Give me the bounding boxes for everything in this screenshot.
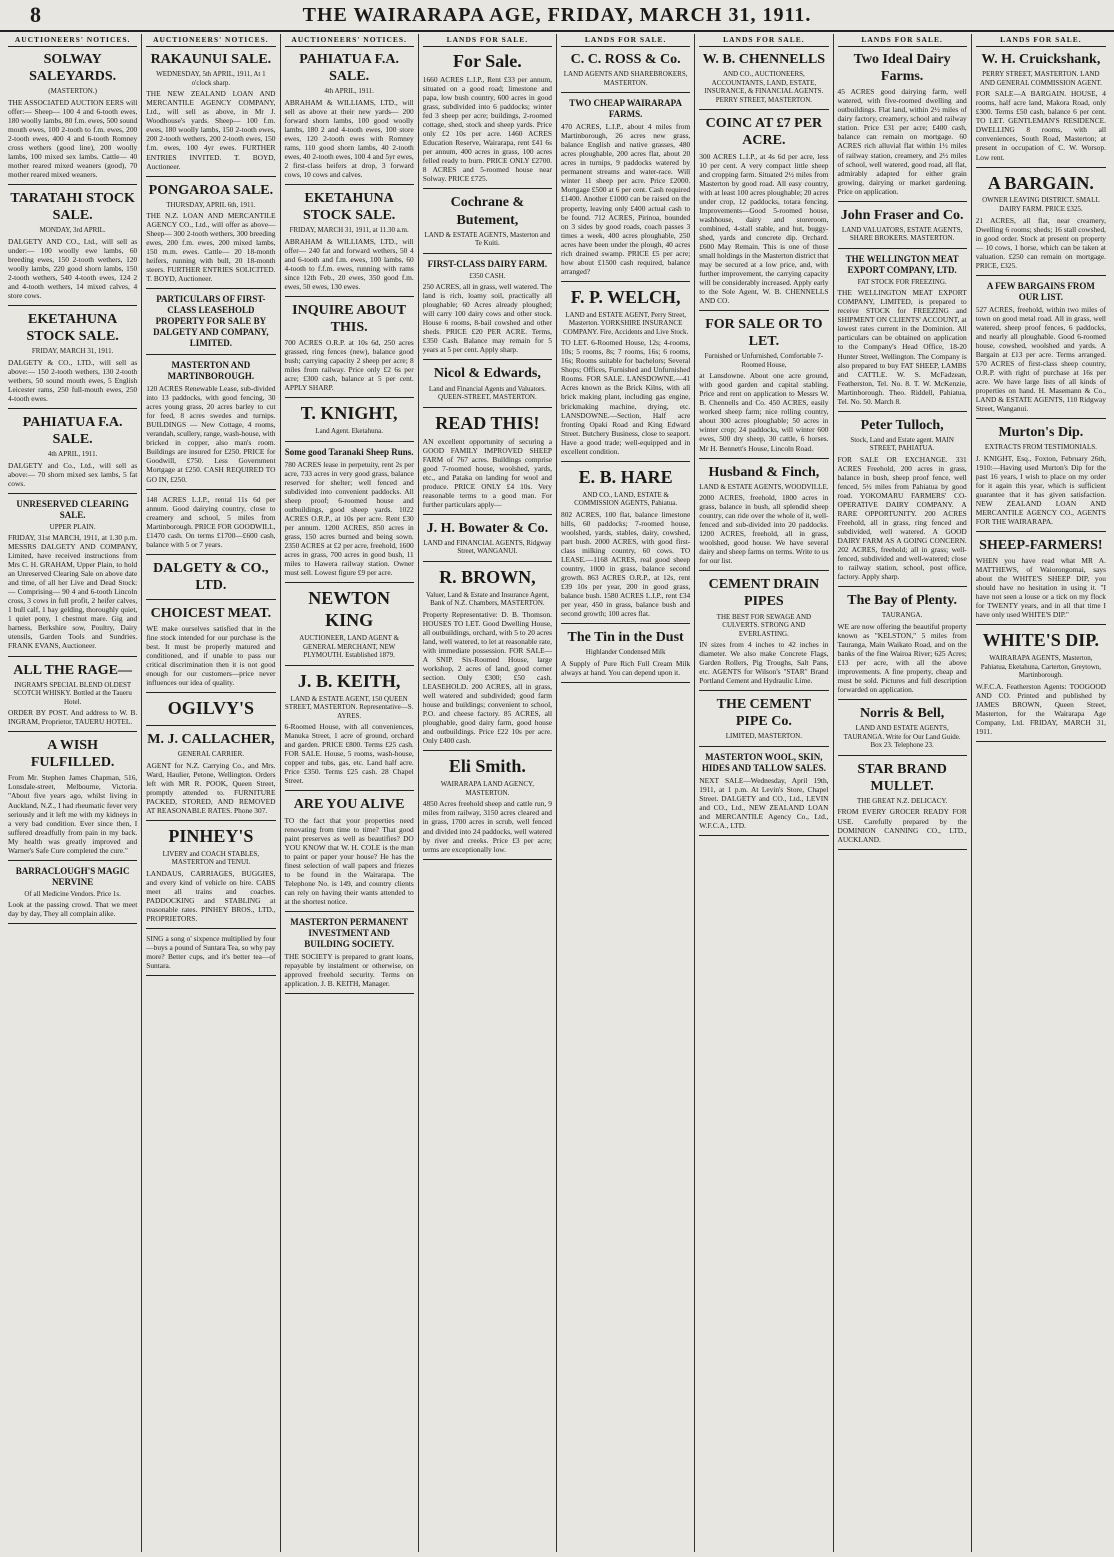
divider bbox=[838, 755, 967, 756]
ad-heading: J. B. KEITH, bbox=[297, 670, 401, 691]
ad-heading: FIRST-CLASS DAIRY FARM. bbox=[427, 258, 548, 269]
advertisement bbox=[146, 182, 275, 284]
ad-heading: E. B. HARE bbox=[578, 466, 673, 487]
ad-body: THE NEW ZEALAND LOAN AND MERCANTILE AGENCY COMPANY, Ltd., will sell as above, in Mr J. Woodhouse's yards. Sheep— 100 f.m. ewes, 180 woolly lambs, 150 2-tooth ewes, 200 2-tooth wethers, 200 2-tooth ewes, 150 f.m. ewes, 100 4yr ewes. FURTHER ENTRIES INVITED. T. BOYD, Auctioneer. bbox=[146, 89, 276, 171]
ad-heading: Nicol & Edwards, bbox=[433, 366, 541, 382]
advertisement bbox=[699, 752, 828, 830]
ad-body: 2000 ACRES, freehold, 1800 acres in grass, balance in bush, all splendid sheep country, can ride over the whole of it, well-fenced and sub-divided into 20 paddocks. 1200 ACRES, freehold, all in grass, woolshed, good house. We have several dairy and sheep farms on terms. Write to us for our list. bbox=[699, 493, 829, 566]
column-header: LANDS FOR SALE. bbox=[423, 34, 552, 47]
divider bbox=[423, 561, 552, 562]
ad-body: THE SOCIETY is prepared to grant loans, repayable by instalment or otherwise, on approved freehold security. Terms on application. J. B. KEITH, Manager. bbox=[284, 951, 414, 988]
column-header: LANDS FOR SALE. bbox=[699, 34, 828, 47]
ad-body: FRIDAY, 31st MARCH, 1911, at 1.30 p.m. MESSRS DALGETY AND COMPANY, Limited, have received instructions from Mrs C. H. GRAHAM, Upper Plain, to hold an Unreserved Clearing Sale on above date and time, of all her Live and Dead Stock:— Comprising— 90 4 and 6-tooth Lincoln cross, 3 cows in full profit, 2 heifer calves, 1 bull calf, 1 bay gelding, thoroughly quiet, 1 quiet pony, 1 chestnut mare. Gig and harness, Berkshire sow, Poultry, Dairy utensils, Garden Tools and Sundries. FRANK EVANS, Auctioneer. bbox=[8, 533, 138, 651]
divider bbox=[561, 461, 690, 462]
ad-body: ORDER BY POST. And address to W. B. INGRAM, Proprietor, TAUERU HOTEL. bbox=[8, 708, 138, 727]
divider bbox=[838, 586, 967, 587]
ad-heading: TARATAHI STOCK SALE. bbox=[10, 191, 135, 224]
ad-heading: C. C. ROSS & Co. bbox=[570, 52, 681, 68]
ad-body: 45 ACRES good dairying farm, well watered, with five-roomed dwelling and outbuildings. Flat land, within 2½ miles of dairy factory, creamery, school and railway station. Price £31 per acre; £400 cash, balance can remain on mortgage. 60 ACRES rich alluvial flat within 1½ miles of railway station, creamery, and 2½ miles of school, well watered, good road, all flat, admirably adapted for either grain growing, dairying or market gardening. Price on application. bbox=[837, 87, 967, 196]
ad-heading: Eli Smith. bbox=[448, 756, 526, 777]
column-3 bbox=[281, 34, 419, 1552]
column-4 bbox=[419, 34, 557, 1552]
ad-heading: STAR BRAND MULLET. bbox=[857, 761, 947, 794]
ad-heading: PAHIATUA F.A. SALE. bbox=[299, 52, 399, 85]
divider bbox=[285, 790, 414, 791]
ad-subheading: WAIRARAPA AGENTS, Masterton, Pahiatua, Eketahuna, Carterton, Greytown, Martinborough. bbox=[980, 654, 1102, 680]
divider bbox=[423, 514, 552, 515]
advertisement bbox=[423, 413, 552, 509]
advertisement bbox=[8, 414, 137, 488]
ad-body: 250 ACRES, all in grass, well watered. The land is rich, loamy soil, practically all ploughable; 60 Acres already ploughed; will carry 100 dairy cows and other stock. House 6 rooms, 8-bail cowshed and other sheds. PRICE £20 PER ACRE. Terms, £350 Cash. Balance may remain for 5 years at 5 per cent. Apply sharp. bbox=[422, 282, 552, 355]
advertisement bbox=[838, 417, 967, 582]
divider bbox=[976, 275, 1106, 276]
ad-heading: SHEEP-FARMERS! bbox=[979, 537, 1103, 553]
divider bbox=[561, 281, 690, 282]
ad-subheading: AUCTIONEER, LAND AGENT & GENERAL MERCHANT, NEW PLYMOUTH. Established 1879. bbox=[299, 634, 400, 660]
ad-body: AN excellent opportunity of securing a GOOD FAMILY IMPROVED SHEEP FARM of 767 acres. Buildings comprise good 7-roomed house, woolshed, yards, etc., and Pataka on landing for wool and produce. PRICE ONLY £4 10s. Very reasonable terms to a good man. For further particulars apply— bbox=[422, 436, 552, 509]
ad-subheading: 4th APRIL, 1911. bbox=[324, 87, 374, 96]
ad-subheading: TAURANGA. bbox=[881, 611, 923, 620]
advertisement bbox=[423, 51, 552, 183]
advertisement bbox=[146, 698, 275, 720]
column-header: AUCTIONEERS' NOTICES. bbox=[146, 34, 275, 47]
ad-heading: NEWTON KING bbox=[308, 588, 390, 631]
ad-heading: MASTERTON WOOL, SKIN, HIDES AND TALLOW SALES. bbox=[701, 751, 826, 773]
ad-body: 148 ACRES L.I.P., rental 11s 6d per annum. Good dairying country, close to creamery and school, 5 miles from Martinborough. PRICE FOR GOODWILL, £1470 cash. On terms £1700—£600 cash, balance with 5 or 7 years. bbox=[146, 494, 276, 549]
ad-heading: ARE YOU ALIVE bbox=[293, 797, 405, 813]
ad-body: 300 ACRES L.I.P., at 4s 6d per acre, less 10 per cent. A very compact little sheep and cropping farm. Situated 2½ miles from Masterton by good road. All easy country, with at least 100 acres ploughable; 20 acres under crop, 12 paddocks, totara fencing. Improvements—Good 5-roomed house, washhouse, dairy and storeroom, combined, 4-stall stable, and hut, buggy-shed, yards and concrete dip. Orchard. £600 May Remain. This is one of those small holdings in the Masterton district that may be secured at a low price, and, with further improvement, the carrying capacity will be considerably increased. Apply early to the Sole Agent, W. B. CHENNELLS AND CO. bbox=[699, 151, 829, 305]
ad-heading: W. H. Cruickshank, bbox=[981, 52, 1101, 68]
advertisement bbox=[285, 190, 414, 291]
ad-body: A Supply of Pure Rich Full Cream Milk always at hand. You can depend upon it. bbox=[561, 658, 691, 677]
advertisement bbox=[285, 403, 414, 435]
ad-subheading: Valuer, Land & Estate and Insurance Agent, Bank of N.Z. Chambers, MASTERTON. bbox=[425, 590, 549, 608]
advertisement bbox=[8, 662, 137, 727]
advertisement bbox=[423, 756, 552, 853]
divider bbox=[838, 411, 967, 412]
ad-heading: John Fraser and Co. bbox=[840, 207, 964, 223]
advertisement bbox=[423, 520, 552, 556]
divider bbox=[285, 582, 414, 583]
advertisement bbox=[285, 447, 414, 577]
ad-subheading: LAND & ESTATE AGENTS, Masterton and Te Kuiti. bbox=[424, 230, 551, 248]
divider bbox=[8, 408, 137, 409]
ad-heading: COINC AT £7 PER ACRE. bbox=[705, 116, 823, 149]
ad-heading: MASTERTON PERMANENT INVESTMENT AND BUILDING SOCIETY. bbox=[290, 916, 409, 949]
ad-body: ABRAHAM & WILLIAMS, LTD., will sell as above at their new yards— 200 forward shorn lambs, 100 good woolly lambs, 180 2 and 4-tooth ewes, 100 store ewes, 120 2-tooth ewes with Romney rams, 110 good shorn lambs, 40 2-tooth ewes, 40 2-tooth ewes, 100 4 and 5yr ewes, 2 first-class heifers at drop, 3 forward cows, 10 cows and calves. bbox=[284, 97, 414, 180]
ad-heading: MASTERTON AND MARTINBOROUGH. bbox=[167, 360, 255, 382]
divider bbox=[8, 184, 137, 185]
advertisement bbox=[976, 424, 1106, 526]
divider bbox=[285, 397, 414, 398]
divider bbox=[976, 624, 1106, 625]
divider bbox=[146, 554, 275, 555]
advertisement bbox=[146, 826, 275, 923]
advertisement bbox=[8, 866, 137, 919]
ad-body: TO LET. 6-Roomed House, 12s; 4-rooms, 10s; 5 rooms, 8s; 7 rooms, 16s; 6 rooms, 16s; Rooms suitable for bachelors; Several Shops; Offices, Furnished and Unfurnished Rooms. FOR SALE. LANSDOWNE.—41 Acres known as the Brick Kilns, with all brick making plant, including gas engine, brickmaking machine, drying, etc. LANSDOWNE.—Section, Half acre fronting Opaki Road and King Edward Street. Butchery Business, close to seaport. Have a good trade; well-equipped and in excellent condition. bbox=[561, 338, 691, 456]
divider bbox=[976, 418, 1106, 419]
ad-heading: READ THIS! bbox=[435, 412, 540, 433]
ad-subheading: LIMITED, MASTERTON. bbox=[725, 732, 802, 741]
divider bbox=[146, 288, 275, 289]
divider bbox=[146, 975, 275, 976]
ad-heading: The Tin in the Dust bbox=[567, 630, 684, 646]
ad-heading: DALGETY & CO., LTD. bbox=[153, 560, 269, 593]
ad-body: DALGETY AND CO., Ltd., will sell as under:— 100 woolly ewe lambs, 60 breeding ewes, 150 2-tooth wethers, 120 woolly lambs, 220 good shorn lambs, 150 2-tooth wethers, 540 4-tooth ewes, 124 2 and 4-tooth wethers, 14 mixed calves, 4 store cows. bbox=[8, 236, 138, 300]
ad-body: WE make ourselves satisfied that in the fine stock intended for our purchase is the best. It must be properly matured and conditioned, and if unable to pass our critical discrimination then it is not good enough for our customers—price never influences our idea of quality. bbox=[146, 623, 276, 688]
divider bbox=[699, 690, 828, 691]
column-8 bbox=[972, 34, 1110, 1552]
ad-subheading: Furnished or Unfurnished, Comfortable 7-Roomed House, bbox=[704, 352, 824, 369]
divider bbox=[423, 188, 552, 189]
ad-heading: A FEW BARGAINS FROM OUR LIST. bbox=[986, 280, 1095, 302]
ad-heading: EKETAHUNA STOCK SALE. bbox=[302, 191, 396, 224]
column-header: LANDS FOR SALE. bbox=[561, 34, 690, 47]
ad-heading: PONGAROA SALE. bbox=[148, 182, 274, 198]
ad-body: SING a song o' sixpence multiplied by four—buys a pound of Suntara Tea, so why pay more? Better cups, and it's better tea—of Suntara. bbox=[146, 934, 276, 971]
divider bbox=[423, 859, 552, 860]
divider bbox=[561, 92, 690, 93]
advertisement bbox=[976, 173, 1106, 270]
ad-heading: THE WELLINGTON MEAT EXPORT COMPANY, LTD. bbox=[845, 253, 959, 275]
advertisement bbox=[285, 917, 414, 988]
ad-heading: The Bay of Plenty. bbox=[847, 593, 957, 609]
divider bbox=[285, 993, 414, 994]
advertisement bbox=[838, 705, 967, 750]
column-2 bbox=[142, 34, 280, 1552]
ad-subheading: Stock, Land and Estate agent. MAIN STREET, PAHIATUA. bbox=[850, 435, 954, 453]
advertisement bbox=[423, 365, 552, 401]
divider bbox=[423, 750, 552, 751]
advertisement bbox=[146, 51, 275, 170]
divider bbox=[146, 692, 275, 693]
ad-subheading: FRIDAY, MARCH 31, 1911. bbox=[31, 347, 114, 356]
divider bbox=[699, 458, 828, 459]
divider bbox=[146, 599, 275, 600]
divider bbox=[423, 407, 552, 408]
ad-subheading: LAND VALUATORS, ESTATE AGENTS, SHARE BROKERS. MASTERTON. bbox=[841, 225, 963, 243]
divider bbox=[838, 849, 967, 850]
ad-subheading: LAND AND ESTATE AGENTS, TAURANGA. Write for Our Land Guide. Box 23. Telephone 23. bbox=[843, 724, 961, 750]
ad-body: at Lansdowne. About one acre ground, with good garden and capital stabling. Price and rent on application to Messrs W. B. Chennells and Co. 450 ACRES, easily worked sheep farm; nice rolling country, about 300 acres ploughable; 50 acres in winter crop; 24 paddocks, will winter 600 ewes, 500 dry sheep, 30 cattle, 6 horses. Mr H. Bennett's House, Lincoln Road. bbox=[699, 371, 829, 453]
ad-body: 527 ACRES, freehold, within two miles of town on good metal road. All in grass, well watered, sheep proof fences, 6 paddocks, and nearly all ploughable. Good 6-roomed house, cowshed, woolshed and yards. A Bargain at £13 per acre. Terms arranged. 570 ACRES of first-class sheep country, O.R.P. with right of purchase at 16s per acre. We have large lists of all kinds of properties on hand. H. Masemann & Co., LAND & ESTATE AGENTS, 110 Ridgway Street, Wanganui. bbox=[975, 304, 1106, 414]
ad-body: WE are now offering the beautiful property known as "KELSTON," 5 miles from Tauranga, Main Waikato Road, and on the banks of the fine Wairoa River; 625 Acres; £13 per acre, with all the above improvements. A fine property, cheap and must be sold. Pictures and full description forwarded on application. bbox=[837, 621, 967, 695]
ad-heading: T. KNIGHT, bbox=[300, 403, 398, 424]
advertisement bbox=[838, 207, 967, 243]
ad-body: TO the fact that your properties need renovating from time to time? That good paint preserves as well as beautifies? DO YOU KNOW that W. H. COLE is the man to paint or paper your house? He has the finest selection of wall papers and friezes to be found in the Wairarapa. The Telephone No. is 149, and country clients can rely on having their wants attended to at the shortest notice. bbox=[284, 815, 414, 906]
ad-subheading: LAND & ESTATE AGENT, 150 QUEEN STREET, MASTERTON. Representative—S. AYRES. bbox=[284, 694, 414, 720]
ad-heading: FOR SALE OR TO LET. bbox=[705, 317, 823, 350]
ad-heading: Peter Tulloch, bbox=[860, 417, 944, 433]
ad-subheading: GENERAL CARRIER. bbox=[177, 750, 244, 759]
ad-body: From Mr. Stephen James Chapman, 516, Lonsdale-street, Melbourne, Victoria. "About five years ago, whilst living in Auckland, N.Z., I had rheumatic fever very seriously and it left me with my kidneys in a very bad condition. Ever since then, I suffered dreadfully from pain in my back. My health was greatly improved and Warner's Safe Cure completed the cure." bbox=[8, 773, 138, 855]
ad-body: FROM EVERY GROCER READY FOR USE. Carefully prepared by the DOMINION CANNING CO., LTD., AUCKLAND. bbox=[837, 807, 967, 844]
ad-subheading: MONDAY, 3rd APRIL. bbox=[39, 226, 106, 235]
ad-heading: A BARGAIN. bbox=[987, 172, 1094, 193]
advertisement bbox=[423, 259, 552, 355]
ad-subheading: Land Agent. Eketahuna. bbox=[315, 427, 383, 436]
ad-subheading: AND CO., AUCTIONEERS, ACCOUNTANTS, LAND, ESTATE, INSURANCE, & FINANCIAL AGENTS. PERRY STREET, MASTERTON. bbox=[704, 70, 824, 104]
advertisement bbox=[976, 630, 1106, 736]
ad-body: W.F.C.A. Featherston Agents: TOOGOOD AND CO. Printed and published by JAMES BROWN, Queen Street, Masterton, for the Wairarapa Age Company, Ltd. FRIDAY, MARCH 31, 1911. bbox=[975, 681, 1106, 736]
divider bbox=[285, 296, 414, 297]
divider bbox=[699, 835, 828, 836]
ad-subheading: LAND and FINANCIAL AGENTS, Ridgway Street, WANGANUI. bbox=[423, 538, 552, 556]
column-header: LANDS FOR SALE. bbox=[838, 34, 967, 47]
ad-body: 21 ACRES, all flat, near creamery, Dwelling 6 rooms; sheds; 16 stall cowshed, in good order. Stock at present on property— 10 cows, 1 horse, which can be taken at valuation. £250 can remain on mortgage. PRICE, £325. bbox=[975, 215, 1106, 270]
advertisement bbox=[561, 629, 690, 677]
ad-heading: Some good Taranaki Sheep Runs. bbox=[284, 446, 414, 457]
advertisement bbox=[699, 51, 828, 104]
divider bbox=[423, 253, 552, 254]
ad-heading: PARTICULARS OF FIRST-CLASS LEASEHOLD PROPERTY FOR SALE BY DALGETY AND COMPANY, LIMITED. bbox=[153, 294, 269, 349]
ad-body: THE WELLINGTON MEAT EXPORT COMPANY, LIMITED, is prepared to receive STOCK for FREEZING and SHIPMENT ON CLIENTS' ACCOUNT, at lowest rates current in the Dominion. All particulars can be obtained on application to the Company's Head Office, 18-20 Hunter Street, Wellington. The Company is also prepared to buy FAT SHEEP, LAMBS and CATTLE. W. S. McFadzean, Featherston, Tel. No. 8. T. W. McKenzie, Martinborough. Theo. Riddell, Pahiatua, Tel. No. 50. March 8. bbox=[837, 288, 967, 406]
ad-subheading: Of all Medicine Vendors. Price 1s. bbox=[24, 889, 121, 898]
divider bbox=[976, 741, 1106, 742]
divider bbox=[146, 820, 275, 821]
ad-heading: Cochrane & Butement, bbox=[450, 195, 525, 228]
ad-body: 470 ACRES, L.I.P., about 4 miles from Martinborough, 26 acres new grass, balance English and native grasses, 480 acres ploughable, 200 acres flat, about 20 acres in turnips, 9 paddocks watered by permanent streams and water-race. Will winter 11 sheep per acre. Price £2000. Mortgage £500 at 6 per cent. Cash required £1400. Another £1000 can be raised on the property, leaving only £400 actual cash to be found. 712 ACRES, Pirinoa, bounded on 3 sides by good roads, coach passes 3 times a week, 400 acres ploughable, 250 acres have been under the plough, 40 acres rich drained swamp. PRICE £5 per acre; how about £1500 cash required, balance arranged? bbox=[561, 122, 691, 276]
ad-heading: W. B. CHENNELLS bbox=[702, 52, 826, 68]
advertisement bbox=[146, 934, 275, 970]
advertisement bbox=[699, 576, 828, 685]
divider bbox=[699, 109, 828, 110]
divider bbox=[146, 176, 275, 177]
ad-body: IN sizes from 4 inches to 42 inches in diameter. We also make Concrete Flags, Garden Rollers, Pig Troughs, Salt Pans, etc. AGENTS for Wilson's "STAR" Brand Portland Cement and Hydraulic Lime. bbox=[699, 640, 829, 686]
advertisement bbox=[423, 567, 552, 745]
ad-subheading: WEDNESDAY, 5th APRIL, 1911, At 1 o'clock sharp. bbox=[156, 70, 266, 87]
ad-body: AGENT for N.Z. Carrying Co., and Mrs. Ward, Haulier, Petone, Wellington. Orders left with MR R. POOK, Queen Street, promptly attended to. FURNITURE PACKED, STORED, AND REMOVED AT REASONABLE RATES. Phone 307. bbox=[146, 760, 276, 815]
divider bbox=[8, 656, 137, 657]
ad-heading: J. H. Bowater & Co. bbox=[426, 520, 549, 536]
ad-heading: Husband & Finch, bbox=[708, 464, 820, 480]
ad-subheading: PERRY STREET, MASTERTON. LAND AND GENERAL COMMISSION AGENT. bbox=[979, 70, 1102, 87]
ad-heading: THE CEMENT PIPE Co. bbox=[716, 697, 812, 730]
ad-heading: SOLWAY SALEYARDS. bbox=[29, 52, 117, 85]
ad-heading: CHOICEST MEAT. bbox=[150, 605, 272, 621]
ad-subheading: 4th APRIL, 1911. bbox=[47, 450, 98, 459]
advertisement bbox=[8, 51, 137, 179]
divider bbox=[699, 570, 828, 571]
advertisement bbox=[838, 254, 967, 406]
column-header: AUCTIONEERS' NOTICES. bbox=[8, 34, 137, 47]
ad-heading: A WISH FULFILLED. bbox=[30, 738, 115, 771]
page-number: 8 bbox=[30, 2, 41, 27]
ad-body: 1660 ACRES L.I.P., Rent £33 per annum, situated on a good road; limestone and papa, low bush country, 600 acres in good grass, subdivided into 6 paddocks; winter fed 3 sheep per acre; buildings, 2-roomed cottage, shed, stock and sheep yards. Price only £2 10s per acre. 1460 ACRES Education Reserve, Wairarapa, rent £41 6s per annum, 400 acres in grass, 100 acres felled ready to burn. PRICE ONLY £2700. 8 ACRES and 5-roomed house near Solway. PRICE £725. bbox=[422, 75, 552, 184]
ad-heading: Norris & Bell, bbox=[859, 706, 945, 722]
ad-body: FOR SALE—A BARGAIN. HOUSE, 4 rooms, half acre land, Makora Road, only £300. Terms £50 cash, balance 6 per cent. TO LET. GENTLEMAN'S RESIDENCE. DWELLING 8 rooms, with all conveniences, South Road, Masterton; at present in occupation of C. W. Worsop. Low rent. bbox=[975, 89, 1106, 162]
ad-subheading: £350 CASH. bbox=[469, 271, 506, 280]
ad-subheading: LAND and ESTATE AGENT, Perry Street, Masterton. YORKSHIRE INSURANCE COMPANY. Fire, Accidents and Live Stock. bbox=[563, 310, 689, 336]
advertisement bbox=[285, 796, 414, 905]
ad-subheading: LAND & ESTATE AGENTS, WOODVILLE. bbox=[699, 482, 829, 491]
ad-subheading: INGRAM'S SPECIAL BLEND OLDEST SCOTCH WHISKY. Bottled at the Taueru Hotel. bbox=[13, 680, 132, 706]
advertisement bbox=[146, 560, 275, 594]
ad-body: DALGETY and Co., Ltd., will sell as above:— 70 shorn mixed sex lambs, 5 fat cows. bbox=[8, 460, 138, 488]
advertisement bbox=[8, 737, 137, 854]
ad-subheading: (MASTERTON.) bbox=[48, 87, 97, 96]
ad-subheading: UPPER PLAIN. bbox=[49, 522, 96, 531]
ad-heading: OGILVY'S bbox=[167, 698, 255, 719]
advertisement bbox=[285, 302, 414, 392]
ad-heading: PAHIATUA F.A. SALE. bbox=[22, 414, 123, 447]
ad-heading: EKETAHUNA STOCK SALE. bbox=[26, 312, 119, 345]
advertisement bbox=[423, 194, 552, 247]
ad-body: DALGETY & CO., LTD., will sell as above:— 150 2-tooth wethers, 130 2-tooth wethers, 50 sound mouth ewes, 5 English Leicester rams, 250 full-mouth ewes, 250 4-tooth ewes. bbox=[8, 357, 138, 403]
ad-heading: R. BROWN, bbox=[439, 566, 536, 587]
advertisement bbox=[699, 464, 828, 566]
advertisement bbox=[285, 588, 414, 660]
ad-subheading: EXTRACTS FROM TESTIMONIALS. bbox=[984, 443, 1097, 452]
column-7 bbox=[834, 34, 972, 1552]
ad-body: FOR SALE OR EXCHANGE. 331 ACRES Freehold, 200 acres in grass, balance in bush, sheep proof fence, well fenced, 5½ miles from Pahiatua by good road. YOKOMARU FARMERS' CO-OPERATIVE DAIRY COMPANY. A RARE OPPORTUNITY. 200 ACRES Freehold, all in grass, ring fenced and subdivided, well watered. A GOOD DAIRY FARM AS A GOING CONCERN. 202 ACRES, freehold; all in grass; well-fenced, subdivided and well-watered; close to railway station, school, post office, factory. Apply sharp. bbox=[837, 454, 967, 582]
ad-heading: PINHEY'S bbox=[168, 825, 254, 846]
ad-heading: RAKAUNUI SALE. bbox=[150, 52, 272, 68]
advertisement bbox=[561, 51, 690, 87]
ad-body: 780 ACRES lease in perpetuity, rent 2s per acre, 733 acres in very good grass, balance reserved for shelter; well fenced and subdivided into convenient paddocks. All sheep proof; 6-roomed house and outbuildings, good sheep yards. 1022 ACRES O.R.P., at 10s per acre. Rent £30 per annum. 1200 ACRES, 850 acres in grass, 150 acres burned and being sown. 2350 ACRES at £2 per acre, freehold, 1600 acres in grass, 700 acres in good bush, 11 miles to Hawera railway station. Owner must sell. Lowest figure £9 per acre. bbox=[284, 459, 414, 578]
ad-heading: For Sale. bbox=[453, 51, 522, 72]
columns bbox=[4, 34, 1110, 1552]
ad-heading: M. J. CALLACHER, bbox=[147, 732, 275, 748]
divider bbox=[146, 354, 275, 355]
advertisement bbox=[976, 537, 1106, 619]
ad-subheading: LIVERY and COACH STABLES, MASTERTON and TENUI. bbox=[162, 849, 260, 867]
divider bbox=[8, 493, 137, 494]
divider bbox=[8, 923, 137, 924]
ad-body: 120 ACRES Renewable Lease, sub-divided into 13 paddocks, with good fencing, 30 acres young grass, 20 acres barley to cut for feed, 8 acres swedes and turnips. BUILDINGS — New Cottage, 4 rooms, verandah, scullery, range, wash-house, with bricked in copper, also man's room. Buildings are insured for £250. PRICE for Goodwill, £750. Less Government Mortgage at £250. CASH REQUIRED TO GO IN, £250. bbox=[146, 384, 276, 484]
divider bbox=[8, 860, 137, 861]
ad-body: Look at the passing crowd. That we meet day by day, They all complain alike. bbox=[8, 900, 138, 919]
divider bbox=[838, 201, 967, 202]
ad-subheading: LAND AGENTS AND SHAREBROKERS, MASTERTON. bbox=[563, 70, 688, 87]
advertisement bbox=[838, 761, 967, 844]
advertisement bbox=[146, 605, 275, 687]
ad-body: ABRAHAM & WILLIAMS, LTD., will offer— 240 fat and forward wethers, 50 4 and 6-tooth and f.m. ewes, 100 lambs, 60 4-tooth to f.f.m. ewes, running with rams since 12th Feb., 20 ewes, 350 good f.m. ewes, 50 ewes, 130 ewes. bbox=[284, 236, 414, 291]
divider bbox=[8, 305, 137, 306]
ad-body: THE N.Z. LOAN AND MERCANTILE AGENCY CO., Ltd., will offer as above— Sheep— 300 2-tooth wethers, 300 breeding ewes, 200 f.m. ewes, 200 mixed lambs, 150 m.m. ewes. Cattle— 20 18-month heifers, running with bull, 20 18-month steers. FURTHER ENTRIES SOLICITED. T. BOYD, Auctioneer. bbox=[146, 211, 276, 284]
advertisement bbox=[146, 360, 275, 483]
divider bbox=[285, 441, 414, 442]
ad-subheading: AND CO., LAND, ESTATE & COMMISSION AGENTS, Pahiatua. bbox=[574, 490, 678, 508]
ad-body: 6-Roomed House, with all conveniences, Manuka Street, 1 acre of ground, orchard and garden. PRICE £800. Terms £25 cash. FOR SALE. House, 5 rooms, wash-house, copper and tubs, gas, etc. Land half acre. Price £350. Terms £25 cash. 28 Chapel Street. bbox=[284, 722, 414, 786]
divider bbox=[838, 248, 967, 249]
ad-subheading: THURSDAY, APRIL 6th, 1911. bbox=[166, 200, 256, 209]
ad-body: THE ASSOCIATED AUCTION EERS will offer:— Sheep— 100 4 and 6-tooth ewes, 180 woolly lambs, 80 f.m. ewes, 500 sound mouth ewes, 100 2-tooth to f.m. ewes, 200 2-tooth ewes, 400 4 and 6-tooth Romney cross wethers (good line), 200 woolly lambs, 100 mixed sex lambs. Cattle— 40 mother reared mixed weaners (good), 70 mother reared mixed weaners. bbox=[8, 97, 138, 180]
divider bbox=[8, 731, 137, 732]
ad-subheading: OWNER LEAVING DISTRICT. SMALL DAIRY FARM. PRICE £325. bbox=[982, 196, 1100, 214]
advertisement bbox=[699, 316, 828, 453]
divider bbox=[285, 665, 414, 666]
ad-heading: ALL THE RAGE— bbox=[13, 662, 133, 678]
advertisement bbox=[285, 671, 414, 786]
ad-body: 700 ACRES O.R.P. at 10s 6d, 250 acres grassed, ring fences (new), balance good bush; carrying capacity 2 sheep per acre; 8 miles from railway. Price only £2 6s per acre; £300 cash, balance at 5 per cent. APPLY SHARP. bbox=[284, 338, 414, 393]
divider bbox=[146, 725, 275, 726]
ad-heading: INQUIRE ABOUT THIS. bbox=[292, 302, 407, 336]
ad-subheading: Highlander Condensed Milk bbox=[585, 648, 666, 657]
ad-heading: BARRACLOUGH'S MAGIC NERVINE bbox=[15, 865, 130, 887]
divider bbox=[146, 928, 275, 929]
advertisement bbox=[561, 98, 690, 275]
ad-heading: WHITE'S DIP. bbox=[982, 630, 1100, 651]
advertisement bbox=[8, 311, 137, 403]
ad-subheading: THE GREAT N.Z. DELICACY. bbox=[856, 796, 948, 805]
divider bbox=[285, 184, 414, 185]
divider bbox=[976, 167, 1106, 168]
divider bbox=[561, 623, 690, 624]
divider bbox=[423, 359, 552, 360]
ad-heading: CEMENT DRAIN PIPES bbox=[708, 577, 820, 610]
column-header: LANDS FOR SALE. bbox=[976, 34, 1106, 47]
divider bbox=[838, 699, 967, 700]
ad-subheading: WAIRARAPA LAND AGENCY, MASTERTON. bbox=[440, 780, 534, 797]
advertisement bbox=[8, 190, 137, 300]
advertisement bbox=[146, 495, 275, 549]
advertisement bbox=[699, 115, 828, 305]
advertisement bbox=[146, 731, 275, 815]
ad-body: 4850 Acres freehold sheep and cattle run, 9 miles from railway, 3150 acres cleared and in grass, 1700 acres in scrub, well fenced and divided into 24 paddocks, well watered by river and creeks. Price £3 per acre; terms are exceptionally low. bbox=[422, 799, 552, 854]
column-6 bbox=[695, 34, 833, 1552]
ad-body: 802 ACRES, 100 flat, balance limestone hills, 60 paddocks; 7-roomed house, woolshed, yards, stables, dairy, cowshed, part bush. 2000 ACRES, with good first-class milking country, 60 cows. TO LEASE.—1168 ACRES, real good sheep country, 1000 in grass, balance second growth. 863 ACRES O.R.P., at 12s, rent £39 10s per year, 200 in good grass, balance bush. 1580 ACRES L.I.P., rent £34 per year, 450 in grass, balance bush and second growth; 100 acres flat. bbox=[561, 509, 691, 619]
advertisement bbox=[838, 51, 967, 196]
column-5 bbox=[557, 34, 695, 1552]
advertisement bbox=[561, 467, 690, 618]
advertisement bbox=[561, 287, 690, 456]
ad-subheading: FRIDAY, MARCH 31, 1911, at 11.30 a.m. bbox=[289, 226, 409, 235]
ad-body: NEXT SALE—Wednesday, April 19th, 1911, at 1 p.m. At Levin's Store, Chapel Street. DALGETY and CO., Ltd., LEVIN and CO., Ltd., NEW ZEALAND LOAN and MERCANTILE Agency Co., Ltd., W.F.C.A., LTD. bbox=[699, 775, 829, 831]
advertisement bbox=[976, 51, 1106, 161]
divider bbox=[561, 682, 690, 683]
column-1 bbox=[4, 34, 142, 1552]
ad-heading: UNRESERVED CLEARING SALE. bbox=[16, 498, 129, 520]
advertisement bbox=[976, 281, 1106, 413]
divider bbox=[976, 531, 1106, 532]
ad-body: J. KNIGHT, Esq., Foxton, February 26th, 1910:—Having used Murton's Dip for the past 16 years, I wish to place on my order for it again this year, which is sufficient guarantee that it has given satisfaction. NEW ZEALAND LOAN AND MERCANTILE AGENCY CO., AGENTS FOR THE WAIRARAPA. bbox=[975, 453, 1106, 526]
advertisement bbox=[146, 294, 275, 349]
ad-subheading: FAT STOCK FOR FREEZING. bbox=[857, 277, 947, 286]
column-header: AUCTIONEERS' NOTICES. bbox=[285, 34, 414, 47]
divider bbox=[146, 489, 275, 490]
ad-heading: TWO CHEAP WAIRARAPA FARMS. bbox=[569, 98, 682, 120]
divider bbox=[285, 911, 414, 912]
divider bbox=[699, 746, 828, 747]
masthead bbox=[0, 0, 1114, 32]
advertisement bbox=[838, 592, 967, 694]
ad-heading: Murton's Dip. bbox=[998, 425, 1084, 441]
advertisement bbox=[699, 696, 828, 741]
ad-body: Property Representative: D. B. Thomson. HOUSES TO LET. Good Dwelling House, all outbuildings, orchard, with 5 to 20 acres land, well watered, to let at reasonable rate, with immediate possession. FOR SALE—A SNIP. Six-Roomed House, large workshop, 2 acres of land, good corner section. Only £300; £50 cash. LEASEHOLD. 200 ACRES, all in grass, well watered and subdivided; good farm house and buildings; convenient to school, P.O. and cheese factory. 85 ACRES, all ploughable, good dairy farm, good house and outbuildings. Price £22 10s per acre. Only £400 cash. bbox=[422, 609, 552, 746]
ad-body: LANDAUS, CARRIAGES, BUGGIES, and every kind of vehicle on hire. CABS meet all trains and coaches. PADDOCKING and STABLING at reasonable rates. PINHEY BROS., LTD., PROPRIETORS. bbox=[146, 868, 276, 924]
advertisement bbox=[285, 51, 414, 179]
ad-heading: F. P. WELCH, bbox=[570, 286, 681, 307]
ad-subheading: Land and Financial Agents and Valuators. QUEEN-STREET, MASTERTON. bbox=[428, 384, 546, 402]
ad-subheading: THE BEST FOR SEWAGE AND CULVERTS. STRONG AND EVERLASTING. bbox=[716, 612, 812, 638]
ad-heading: Two Ideal Dairy Farms. bbox=[853, 52, 951, 85]
advertisement bbox=[8, 499, 137, 651]
page-title: THE WAIRARAPA AGE, FRIDAY, MARCH 31, 1911. bbox=[302, 4, 812, 26]
ad-body: WHEN you have read what MR A. MATTHEWS, of Waiorongomai, says about the WHITE'S SHEEP DIP, you should have no hesitation in using it. "I have not seen a louse or a tick on my flock for TWENTY years, and in all that time I have only used WHITE'S DIP." bbox=[975, 555, 1106, 620]
divider bbox=[699, 310, 828, 311]
